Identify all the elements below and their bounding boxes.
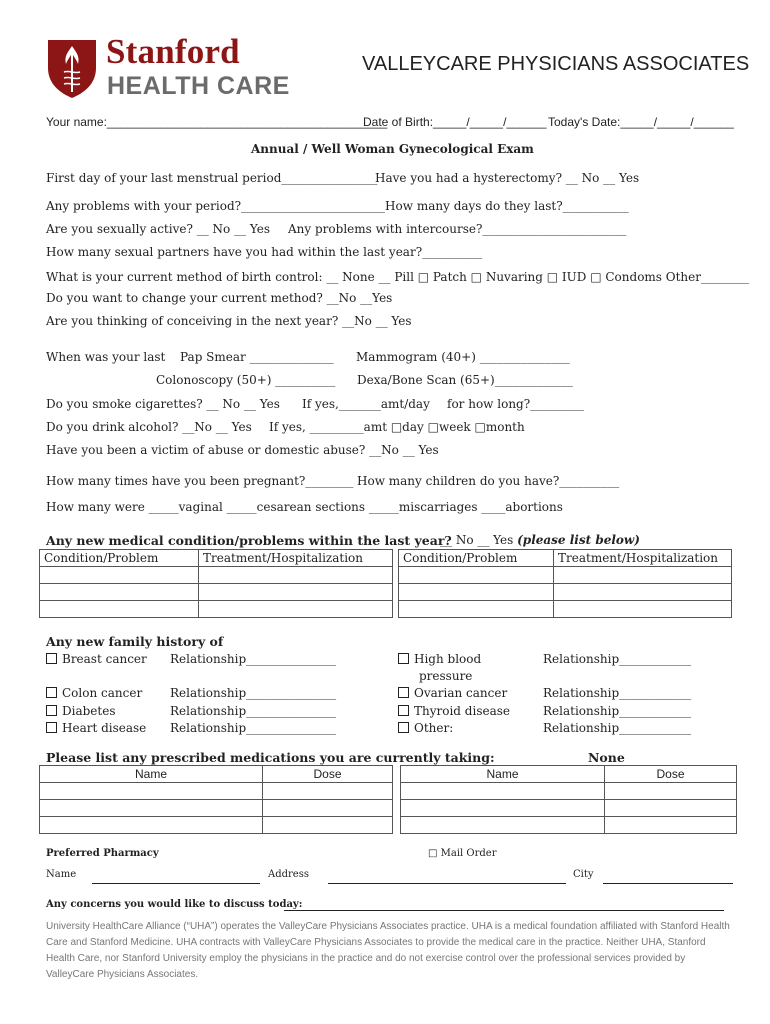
family-thyroid-disease[interactable] [398,704,510,718]
last-period-field[interactable]: First day of your last menstrual period________________ [46,171,378,185]
stanford-shield-icon [46,38,98,100]
family-item-label: High blood [414,652,482,666]
family-item-label: Heart disease [62,721,147,735]
table-cell[interactable] [40,601,199,618]
family-ovarian-cancer[interactable] [398,686,507,700]
table-cell[interactable] [554,567,732,584]
table-cell[interactable] [199,601,393,618]
family-item-label: Ovarian cancer [414,686,508,700]
children-field[interactable]: How many children do you have?__________ [357,474,620,488]
col-dose-header: Dose [263,766,393,783]
family-item-label: Colon cancer [62,686,143,700]
relationship-field[interactable]: Relationship____________ [543,721,692,735]
exam-title: Annual / Well Woman Gynecological Exam [251,142,534,156]
family-other[interactable] [398,721,453,735]
relationship-field[interactable]: Relationship_______________ [170,721,337,735]
smoke-question[interactable]: Do you smoke cigarettes? __ No __ Yes [46,397,280,411]
table-cell[interactable] [605,783,737,800]
table-cell[interactable] [401,800,605,817]
medications-heading: Please list any prescribed medications you are currently taking: [46,750,495,765]
family-diabetes[interactable] [46,704,115,718]
table-cell[interactable] [263,800,393,817]
sexually-active-question[interactable]: Are you sexually active? __ No __ Yes [46,222,271,236]
pharmacy-address-input[interactable] [328,872,566,884]
conditions-note: (please list below) [517,533,640,547]
pharmacy-name-input[interactable] [92,872,260,884]
table-cell[interactable] [399,567,554,584]
table-cell[interactable] [40,783,263,800]
change-method-question[interactable]: Do you want to change your current method? __No __Yes [46,291,393,305]
concerns-input[interactable] [284,899,724,911]
relationship-field[interactable]: Relationship_______________ [170,652,337,666]
table-cell[interactable] [199,584,393,601]
family-item-label-cont: pressure [419,669,473,683]
when-last-label: When was your last [46,350,166,364]
checkbox-icon[interactable] [46,653,57,664]
col-name-header: Name [401,766,605,783]
family-colon-cancer[interactable] [46,686,142,700]
checkbox-icon[interactable] [398,705,409,716]
conditions-answer[interactable] [440,533,640,547]
table-cell[interactable] [40,817,263,834]
colonoscopy-field[interactable]: Colonoscopy (50+) __________ [156,373,336,387]
checkbox-icon[interactable] [398,722,409,733]
dexa-scan-field[interactable]: Dexa/Bone Scan (65+)_____________ [357,373,573,387]
medications-table-left [39,765,393,834]
organization-title: VALLEYCARE PHYSICIANS ASSOCIATES [362,53,750,75]
todays-date-field[interactable]: Today's Date:_____/_____/______ [548,115,734,129]
alcohol-amount-field[interactable]: If yes, _________amt □day □week □month [269,420,525,434]
checkbox-icon[interactable] [398,653,409,664]
table-cell[interactable] [401,817,605,834]
table-cell[interactable] [554,584,732,601]
table-cell[interactable] [605,817,737,834]
col-condition-header: Condition/Problem [40,550,199,567]
date-of-birth-field[interactable]: Date of Birth:_____/_____/______ [363,115,547,129]
alcohol-question[interactable]: Do you drink alcohol? __No __ Yes [46,420,252,434]
conditions-table-left [39,549,393,618]
table-cell[interactable] [399,584,554,601]
col-treatment-header: Treatment/Hospitalization [199,550,393,567]
table-cell[interactable] [399,601,554,618]
col-dose-header: Dose [605,766,737,783]
table-cell[interactable] [40,800,263,817]
table-cell[interactable] [263,817,393,834]
conditions-table-right [398,549,732,618]
footer-disclaimer: University HealthCare Alliance (“UHA”) operates the ValleyCare Physicians Associates practice. UHA is a medical foundation affiliated with Stanford Health Care and Stanford Medicine. UHA contracts with ValleyCare Physicians Associates to provide the medical care in the practice. Neither UHA, Stanford Health Care, nor Stanford University employ the physicians in the practice and do not exercise control over the professional services provided by ValleyCare Physicians Associates. [46,921,730,980]
sexual-partners-field[interactable]: How many sexual partners have you had within the last year?__________ [46,245,483,259]
pharmacy-city-input[interactable] [603,872,733,884]
table-cell[interactable] [605,800,737,817]
checkbox-icon[interactable] [46,687,57,698]
smoke-amount-field[interactable]: If yes,_______amt/day [302,397,430,411]
mail-order-checkbox[interactable]: □ Mail Order [428,848,497,859]
checkbox-icon[interactable] [46,705,57,716]
checkbox-icon[interactable] [398,687,409,698]
family-history-heading: Any new family history of [46,634,224,649]
family-item-label: Breast cancer [62,652,147,666]
family-high-blood-pressure[interactable] [398,652,481,666]
checkbox-icon[interactable] [46,722,57,733]
smoke-duration-field[interactable]: for how long?_________ [447,397,585,411]
relationship-field[interactable]: Relationship_______________ [170,704,337,718]
col-condition-header: Condition/Problem [399,550,554,567]
pharmacy-heading: Preferred Pharmacy [46,848,159,859]
pharmacy-address-label: Address [268,869,309,880]
logo-title: Stanford [106,32,240,71]
birth-control-question[interactable]: What is your current method of birth control: __ None __ Pill □ Patch □ Nuvaring □ IUD □ Condoms Other________ [46,270,749,284]
medications-table-right [400,765,737,834]
table-cell[interactable] [199,567,393,584]
period-problems-field[interactable]: Any problems with your period?________________________How many days do they last?___________ [46,199,629,213]
family-breast-cancer[interactable] [46,652,147,666]
relationship-field[interactable]: Relationship____________ [543,704,692,718]
conceiving-question[interactable]: Are you thinking of conceiving in the next year? __No __ Yes [46,314,412,328]
table-cell[interactable] [263,783,393,800]
pharmacy-name-label: Name [46,869,77,880]
family-heart-disease[interactable] [46,721,146,735]
table-cell[interactable] [554,601,732,618]
abuse-question[interactable]: Have you been a victim of abuse or domestic abuse? __No __ Yes [46,443,439,457]
hysterectomy-question[interactable]: Have you had a hysterectomy? __ No __ Yes [375,171,640,185]
pregnancy-outcomes-field[interactable]: How many were _____vaginal _____cesarean sections _____miscarriages ____abortions [46,500,563,514]
concerns-label: Any concerns you would like to discuss today: [46,899,303,910]
col-treatment-header: Treatment/Hospitalization [554,550,732,567]
pharmacy-city-label: City [573,869,594,880]
your-name-field[interactable]: Your name:__________________________________________ [46,115,388,129]
medications-none[interactable]: None [588,750,625,765]
relationship-field[interactable]: Relationship____________ [543,686,692,700]
conditions-heading: Any new medical condition/problems within the last year? [46,533,452,548]
family-item-label: Diabetes [62,704,116,718]
intercourse-problems-field[interactable]: Any problems with intercourse?________________________ [288,222,627,236]
table-cell[interactable] [401,783,605,800]
pap-smear-field[interactable]: Pap Smear ______________ [180,350,334,364]
relationship-field[interactable]: Relationship____________ [543,652,692,666]
mammogram-field[interactable]: Mammogram (40+) _______________ [356,350,570,364]
relationship-field[interactable]: Relationship_______________ [170,686,337,700]
pregnancies-field[interactable]: How many times have you been pregnant?________ [46,474,354,488]
family-item-label: Other: [414,721,454,735]
conditions-yes-no[interactable]: __ No __ Yes [440,533,518,547]
family-item-label: Thyroid disease [414,704,510,718]
table-cell[interactable] [40,567,199,584]
table-cell[interactable] [40,584,199,601]
logo-subtitle: HEALTH CARE [107,72,290,100]
col-name-header: Name [40,766,263,783]
